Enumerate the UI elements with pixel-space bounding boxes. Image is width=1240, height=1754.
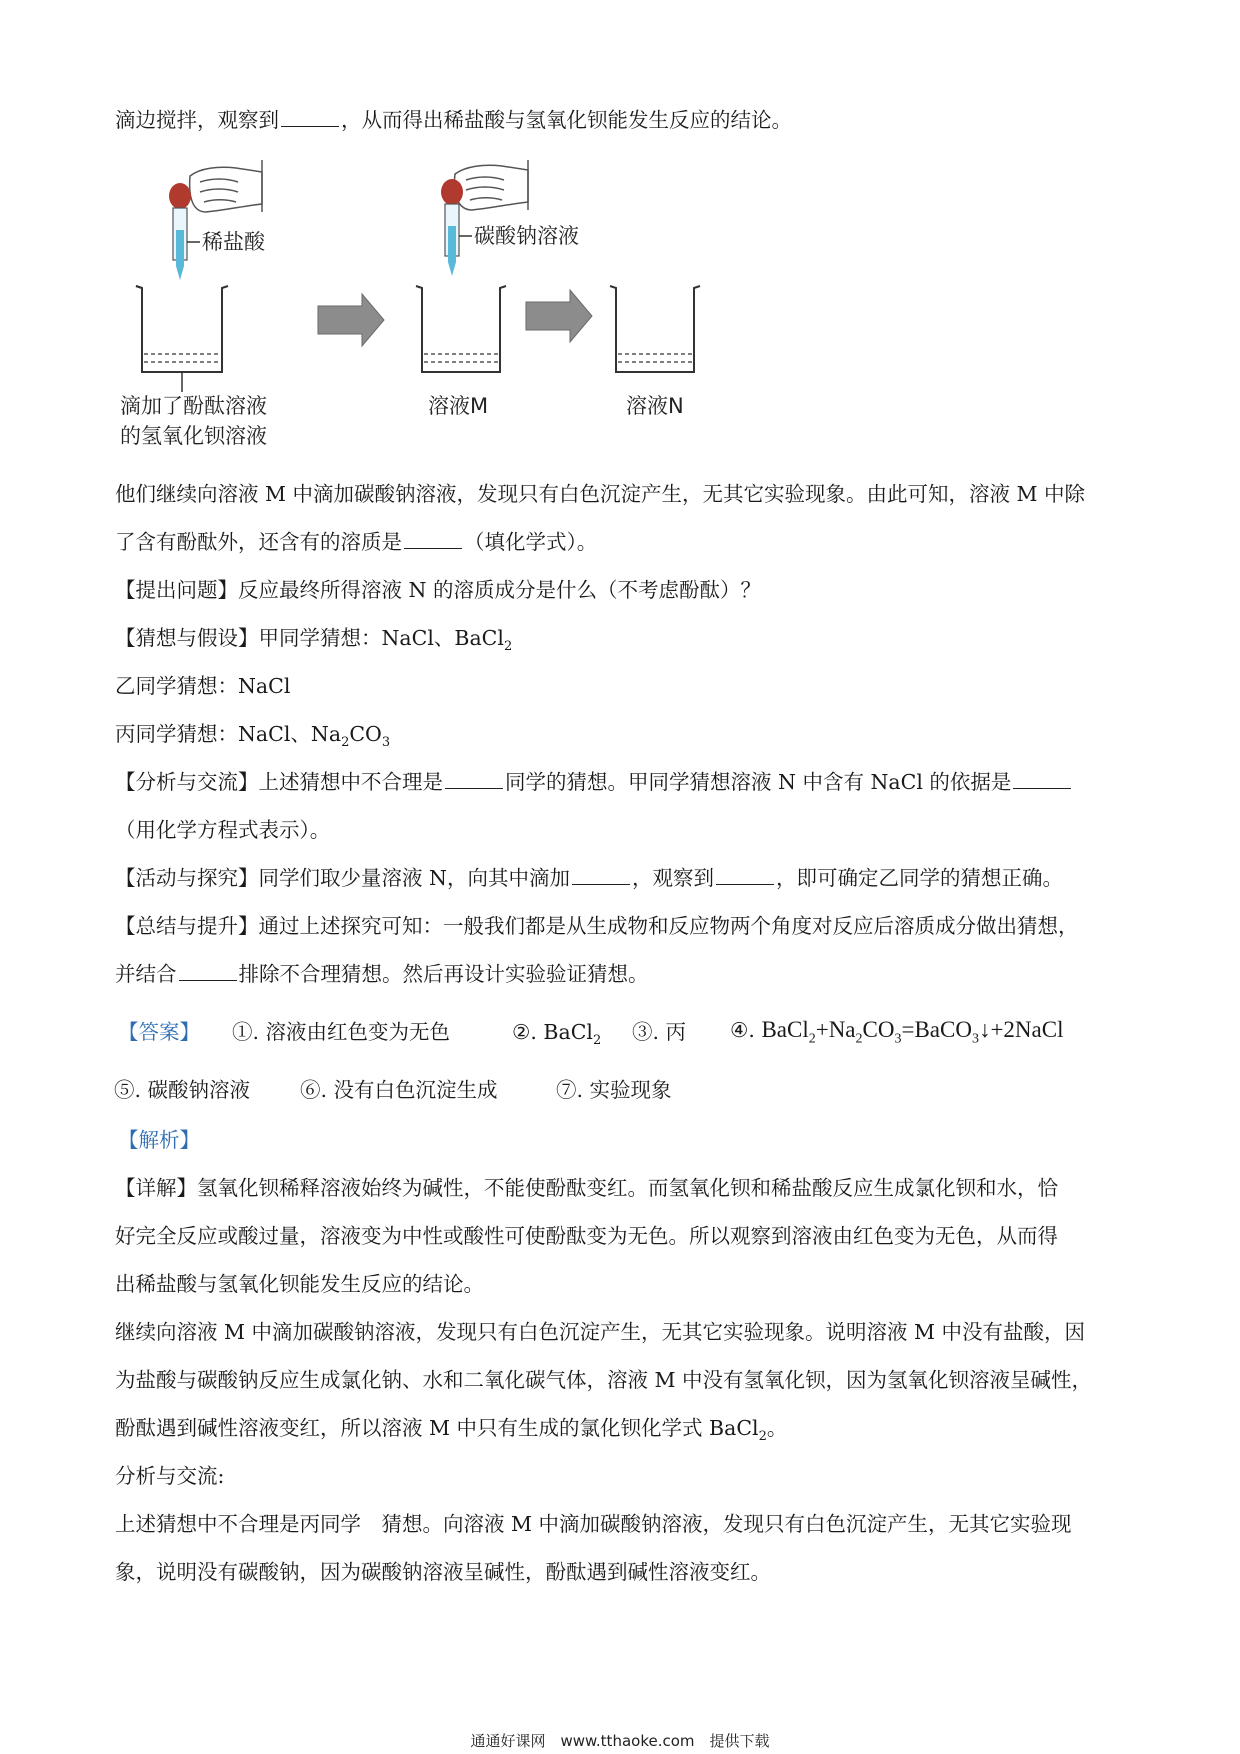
analysis-tag: 【解析】 — [118, 1128, 200, 1152]
label-beaker1-line2: 的氢氧化钡溶液 — [120, 424, 267, 448]
detail-line1: 【详解】氢氧化钡稀释溶液始终为碱性，不能使酚酞变红。而氢氧化钡和稀盐酸反应生成氯化钡和水，恰 — [115, 1176, 1058, 1200]
answer-1: ①. 溶液由红色变为无色 — [232, 1020, 451, 1044]
answer-3: ③. 丙 — [632, 1020, 687, 1044]
hypothesis-jia: 【猜想与假设】甲同学猜想：NaCl、BaCl$_2$ — [115, 626, 513, 655]
hand-1 — [190, 160, 262, 212]
hand-2 — [454, 160, 528, 210]
detail-line9: 象，说明没有碳酸钠，因为碳酸钠溶液呈碱性，酚酞遇到碱性溶液变红。 — [115, 1560, 771, 1584]
question-raise: 【提出问题】反应最终所得溶液 N 的溶质成分是什么（不考虑酚酞）？ — [115, 578, 761, 602]
detail-line8: 上述猜想中不合理是丙同学 猜想。向溶液 M 中滴加碳酸钠溶液，发现只有白色沉淀产生，无其它实验现 — [115, 1512, 1072, 1536]
arrow-1 — [318, 294, 384, 346]
dropper-2 — [441, 179, 463, 276]
question-p2-line2: 了含有酚酞外，还含有的溶质是 （填化学式）。 — [115, 530, 598, 554]
answer-4: ④. $BaCl_2+Na_2CO_3=BaCO_3↓+2NaCl$ — [730, 1017, 1064, 1047]
label-hcl: 稀盐酸 — [202, 230, 265, 254]
detail-line5: 为盐酸与碳酸钠反应生成氯化钠、水和二氧化碳气体，溶液 M 中没有氢氧化钡，因为氢氧化钡溶液呈碱性， — [115, 1368, 1093, 1392]
answer-blank — [445, 770, 503, 789]
hypothesis-yi: 乙同学猜想：NaCl — [115, 674, 291, 698]
analysis-line1: 【分析与交流】上述猜想中不合理是 同学的猜想。甲同学猜想溶液 N 中含有 NaCl 的依据是 — [115, 768, 1073, 796]
question-p2-line1: 他们继续向溶液 M 中滴加碳酸钠溶液，发现只有白色沉淀产生，无其它实验现象。由此可知，溶液 M 中除 — [115, 482, 1086, 506]
answer-7: ⑦. 实验现象 — [556, 1078, 672, 1102]
label-beaker1-line1: 滴加了酚酞溶液 — [120, 394, 267, 418]
hypothesis-bing: 丙同学猜想：NaCl、$Na_2CO_3$ — [115, 722, 391, 751]
label-na2co3: 碳酸钠溶液 — [474, 224, 579, 248]
analysis-line2: （用化学方程式表示）。 — [115, 818, 331, 842]
beaker-3 — [610, 286, 700, 372]
detail-line2: 好完全反应或酸过量，溶液变为中性或酸性可使酚酞变为无色。所以观察到溶液由红色变为无色，从而得 — [115, 1224, 1058, 1248]
answer-blank — [404, 530, 462, 549]
answer-blank — [179, 962, 237, 981]
beaker-1 — [136, 286, 228, 392]
beaker-2 — [416, 286, 506, 372]
label-solution-n: 溶液N — [626, 394, 684, 418]
arrow-2 — [526, 290, 592, 342]
answer-blank — [572, 866, 630, 885]
footer-watermark: 通通好课网 www.tthaoke.com 提供下载 — [470, 1732, 770, 1750]
summary-line1: 【总结与提升】通过上述探究可知：一般我们都是从生成物和反应物两个角度对反应后溶质成分做出猜想， — [115, 914, 1079, 938]
detail-line6: 酚酞遇到碱性溶液变红，所以溶液 M 中只有生成的氯化钡化学式 BaCl$_2$。 — [115, 1416, 788, 1445]
answer-blank — [716, 866, 774, 885]
answer-tag: 【答案】 — [118, 1020, 200, 1044]
answer-5: ⑤. 碳酸钠溶液 — [114, 1078, 251, 1102]
detail-line7: 分析与交流: — [115, 1464, 225, 1488]
dropper-1 — [169, 183, 191, 280]
answer-4-equation: $BaCl_2+Na_2CO_3=BaCO_3↓+2NaCl$ — [761, 1017, 1064, 1047]
answer-6: ⑥. 没有白色沉淀生成 — [300, 1078, 498, 1102]
question-line-1: 滴边搅拌，观察到 ，从而得出稀盐酸与氢氧化钡能发生反应的结论。 — [115, 108, 792, 132]
label-solution-m: 溶液M — [428, 394, 489, 418]
summary-line2: 并结合 排除不合理猜想。然后再设计实验验证猜想。 — [115, 962, 649, 986]
detail-line3: 出稀盐酸与氢氧化钡能发生反应的结论。 — [115, 1272, 484, 1296]
answer-blank — [1013, 770, 1071, 789]
activity-line: 【活动与探究】同学们取少量溶液 N，向其中滴加 ，观察到 ，即可确定乙同学的猜想正确。 — [115, 866, 1063, 890]
detail-line4: 继续向溶液 M 中滴加碳酸钠溶液，发现只有白色沉淀产生，无其它实验现象。说明溶液 M 中没有盐酸，因 — [115, 1320, 1086, 1344]
answer-2: ②. BaCl$_2$ — [512, 1020, 602, 1049]
